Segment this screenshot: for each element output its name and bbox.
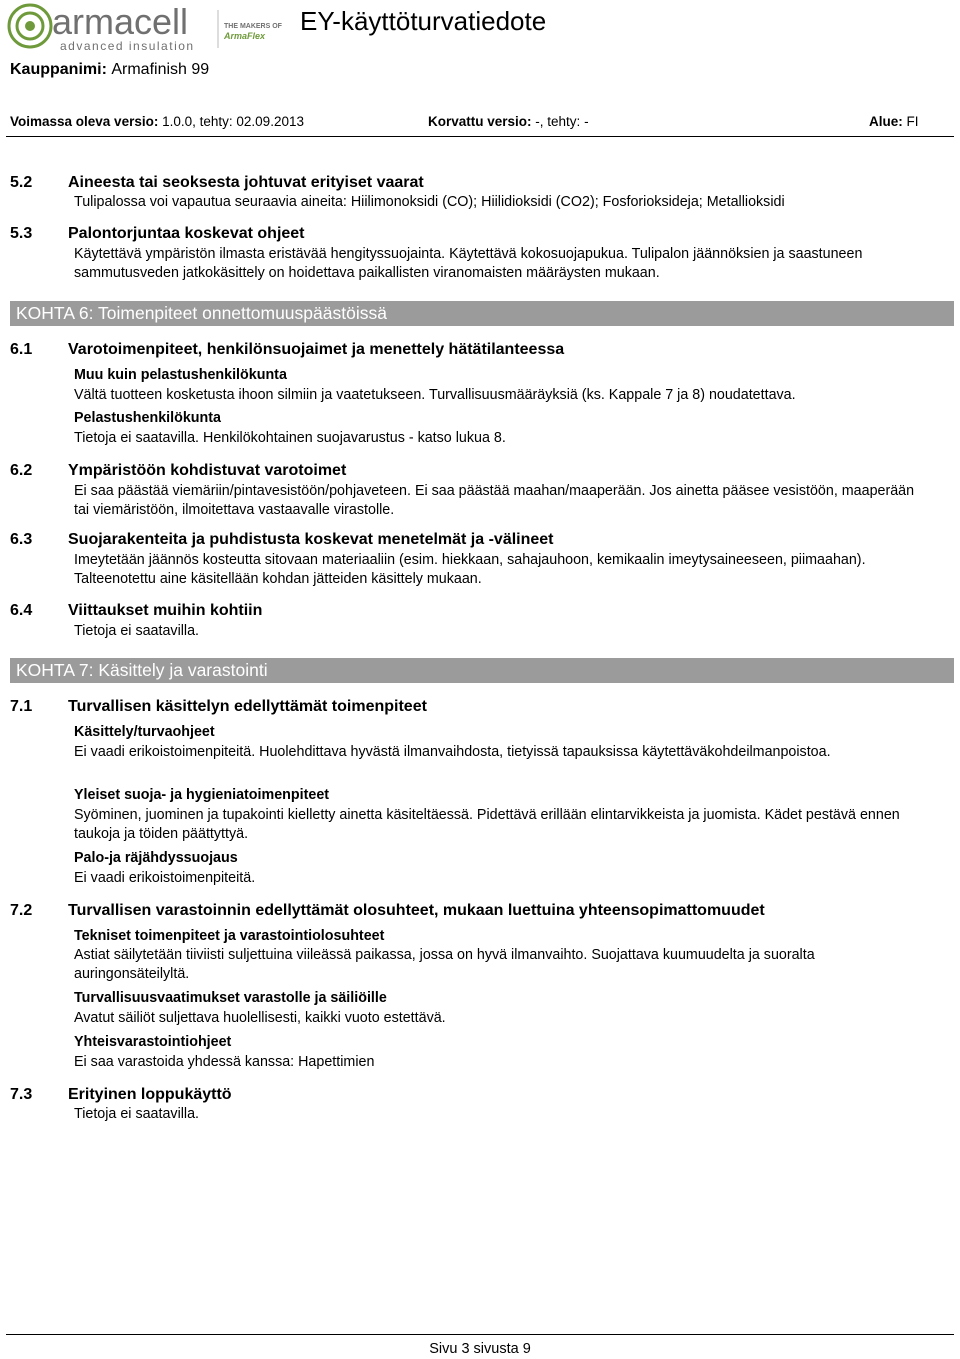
section-6-2-heading: 6.2 Ympäristöön kohdistuvat varotoimet (10, 462, 347, 479)
page-number: Sivu 3 sivusta 9 (429, 1341, 531, 1357)
section-7-1-text-3: Ei vaadi erikoistoimenpiteitä. (74, 870, 256, 886)
section-6-banner (10, 301, 954, 326)
section-5-2-text: Tulipalossa voi vapautua seuraavia aineita: Hiilimonoksidi (CO); Hiilidioksidi (CO2); Fosforioksideja; Metallioksidi (74, 194, 785, 210)
area-value: FI (906, 114, 919, 129)
header-divider (6, 136, 954, 137)
section-7-2-subheading-2: Turvallisuusvaatimukset varastolle ja säiliöille (74, 990, 387, 1006)
section-5-3-heading: 5.3 Palontorjuntaa koskevat ohjeet (10, 225, 305, 242)
revised-version-label: Korvattu versio: (428, 114, 532, 129)
section-7-1-heading: 7.1 Turvallisen käsittelyn edellyttämät toimenpiteet (10, 698, 427, 715)
footer-divider (6, 1334, 954, 1335)
section-7-2-heading: 7.2 Turvallisen varastoinnin edellyttämät olosuhteet, mukaan luettuina yhteensopimattomuudet (10, 902, 765, 919)
trade-name-value: Armafinish 99 (111, 61, 210, 78)
section-7-title: KOHTA 7: Käsittely ja varastointi (16, 660, 268, 680)
logo-tagline: advanced insulation (60, 39, 195, 53)
section-6-1-subheading-1: Muu kuin pelastushenkilökunta (74, 367, 287, 383)
area-label: Alue: (869, 114, 903, 129)
section-6-3-heading: 6.3 Suojarakenteita ja puhdistusta koskevat menetelmät ja -välineet (10, 531, 554, 548)
section-6-1-subheading-2: Pelastushenkilökunta (74, 410, 221, 426)
revised-version-value: -, tehty: - (535, 114, 589, 129)
revised-version (428, 114, 589, 129)
section-7-1-subheading-1: Käsittely/turvaohjeet (74, 724, 215, 740)
section-7-2-text-3: Ei saa varastoida yhdessä kanssa: Hapettimien (74, 1054, 375, 1070)
section-7-1-subheading-2: Yleiset suoja- ja hygieniatoimenpiteet (74, 787, 330, 803)
section-7-1-text-1: Ei vaadi erikoistoimenpiteitä. Huolehdittava hyvästä ilmanvaihdosta, tietyissä tapauksissa käytettäväkohdeilmanpoistoa. (74, 744, 831, 760)
section-7-2-subheading-3: Yhteisvarastointiohjeet (74, 1034, 232, 1050)
section-7-2-text-1: Astiat säilytetään tiiviisti suljettuina viileässä paikassa, jossa on hyvä ilmanvaihto. Suojattava kuumuudelta ja suoralta auringonsäteilyltä. (74, 947, 815, 982)
valid-version-label: Voimassa oleva versio: (10, 114, 159, 129)
section-7-banner (10, 658, 954, 683)
section-6-1-text-1: Vältä tuotteen kosketusta ihoon silmiin ja vaatetukseen. Turvallisuusmääräyksiä (ks. Kappale 7 ja 8) noudatettava. (74, 387, 796, 403)
section-7-2-text-2: Avatut säiliöt suljettava huolellisesti, kaikki vuoto estettävä. (74, 1010, 446, 1026)
section-5-2-heading: 5.2 Aineesta tai seoksesta johtuvat erityiset vaarat (10, 174, 424, 191)
section-7-1-subheading-3: Palo-ja räjähdyssuojaus (74, 850, 238, 866)
section-6-1-text-2: Tietoja ei saatavilla. Henkilökohtainen suojavarustus - katso lukua 8. (74, 430, 506, 446)
section-5-3-text: Käytettävä ympäristön ilmasta eristävää hengityssuojainta. Käytettävä kokosuojapukua. Tulipalon jäännöksien ja saastuneen sammutusveden jatkokäsittely on hoidettava paikallisten viranomaisten määräysten mukaan. (74, 246, 863, 281)
trade-name-label: Kauppanimi: (10, 61, 107, 78)
armacell-logo (6, 2, 296, 54)
section-7-1-text-2: Syöminen, juominen ja tupakointi kielletty ainetta käsiteltäessä. Pidettävä erillään elintarvikkeista ja juomista. Kädet pestävä ennen taukoja ja töiden päättyttyä. (74, 807, 900, 842)
section-6-1-heading: 6.1 Varotoimenpiteet, henkilönsuojaimet ja menettely hätätilanteessa (10, 341, 565, 358)
section-6-4-heading: 6.4 Viittaukset muihin kohtiin (10, 602, 263, 619)
document-title: EY-käyttöturvatiedote (300, 6, 547, 36)
logo-badge-line2: ArmaFlex (224, 31, 266, 41)
section-6-4-text: Tietoja ei saatavilla. (74, 623, 200, 639)
section-7-2-subheading-1: Tekniset toimenpiteet ja varastointiolosuhteet (74, 928, 385, 944)
logo-emblem-icon (9, 5, 51, 47)
valid-version-value: 1.0.0, tehty: 02.09.2013 (162, 114, 304, 129)
valid-version (10, 114, 304, 129)
section-6-2-text: Ei saa päästää viemäriin/pintavesistöön/pohjaveteen. Ei saa päästää maahan/maaperään. Jos ainetta pääsee vesistöön, maaperään tai viemäristöön, ilmoitettava vastaavalle virastolle. (74, 483, 915, 518)
section-6-title: KOHTA 6: Toimenpiteet onnettomuuspäästöissä (16, 303, 387, 323)
logo-badge-line1: THE MAKERS OF (224, 23, 282, 30)
trade-name (10, 61, 209, 79)
logo-wordmark: armacell (52, 2, 189, 42)
area (869, 114, 919, 129)
section-6-3-text: Imeytetään jäännös kosteutta sitovaan materiaaliin (esim. hiekkaan, sahajauhoon, kemikaalin imeytysaineeseen, piimaahan). Talteenotettu aine käsitellään kohdan jätteiden käsittely mukaan. (74, 552, 866, 587)
section-7-3-text: Tietoja ei saatavilla. (74, 1106, 200, 1122)
section-7-3-heading: 7.3 Erityinen loppukäyttö (10, 1086, 232, 1103)
